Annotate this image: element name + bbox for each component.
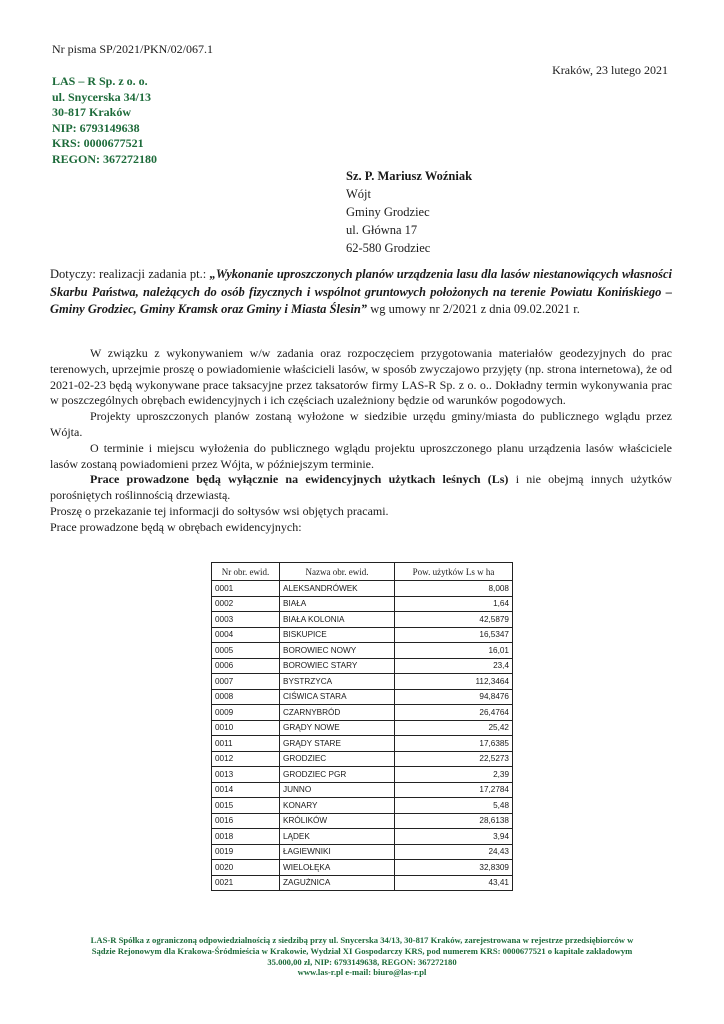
- district-number-cell: 0013: [212, 767, 280, 783]
- district-name-cell: BOROWIEC STARY: [280, 658, 395, 674]
- forest-area-cell: 42,5879: [395, 612, 513, 628]
- table-row: [212, 813, 513, 829]
- subject-prefix: Dotyczy: realizacji zadania pt.:: [50, 267, 210, 281]
- sender-name: LAS – R Sp. z o. o.: [52, 74, 148, 88]
- forest-area-cell: 17,6385: [395, 736, 513, 752]
- table-row: [212, 705, 513, 721]
- forest-area-cell: 17,2784: [395, 782, 513, 798]
- forest-area-cell: 25,42: [395, 720, 513, 736]
- district-number-cell: 0006: [212, 658, 280, 674]
- footer-contact: [40, 967, 684, 978]
- forest-area-cell: 23,4: [395, 658, 513, 674]
- table-row: [212, 782, 513, 798]
- letter-body: [50, 346, 672, 536]
- district-name-cell: BYSTRZYCA: [280, 674, 395, 690]
- footer-line-2: Sądzie Rejonowym dla Krakowa-Śródmieścia w Krakowie, Wydział XI Gospodarczy KRS, pod numerem KRS: 0000677521 o kapitale zakładowym: [91, 945, 633, 956]
- table-row: [212, 829, 513, 845]
- district-number-cell: 0005: [212, 643, 280, 659]
- table-row: [212, 720, 513, 736]
- district-name-cell: CZARNYBRÓD: [280, 705, 395, 721]
- district-name-cell: KRÓLIKÓW: [280, 813, 395, 829]
- forest-area-cell: 24,43: [395, 844, 513, 860]
- district-number-cell: 0001: [212, 581, 280, 597]
- table-row: [212, 643, 513, 659]
- district-number-cell: 0021: [212, 875, 280, 891]
- subject-task-title: „Wykonanie uproszczonych planów urządzenia lasu dla lasów niestanowiących własności Skarbu Państwa, należących do osób fizycznych i wspólnot gruntowych położonych na terenie Powiatu Konińskiego – Gminy Grodziec, Gminy Kramsk oraz Gminy i Miasta Ślesin”: [50, 267, 672, 316]
- district-number-cell: 0011: [212, 736, 280, 752]
- forest-area-cell: 22,5273: [395, 751, 513, 767]
- district-name-cell: BIAŁA KOLONIA: [280, 612, 395, 628]
- sender-city: 30-817 Kraków: [52, 105, 131, 119]
- subject-line: [50, 266, 672, 319]
- recipient-office: Gminy Grodziec: [346, 205, 430, 219]
- body-paragraph-6: Prace prowadzone będą w obrębach ewidencyjnych:: [50, 519, 302, 534]
- table-body: [212, 581, 513, 891]
- forest-area-cell: 112,3464: [395, 674, 513, 690]
- table-row: [212, 875, 513, 891]
- table-row: [212, 581, 513, 597]
- district-name-cell: BIAŁA: [280, 596, 395, 612]
- district-name-cell: JUNNO: [280, 782, 395, 798]
- footer-email-link[interactable]: biuro@las-r.pl: [373, 967, 427, 978]
- sender-regon: REGON: 367272180: [52, 151, 157, 166]
- forest-area-cell: 94,8476: [395, 689, 513, 705]
- forest-area-cell: 16,01: [395, 643, 513, 659]
- sender-block: [52, 74, 157, 167]
- footer-email-label: e-mail:: [343, 967, 374, 978]
- district-number-cell: 0004: [212, 627, 280, 643]
- forest-area-cell: 1,64: [395, 596, 513, 612]
- footer-website[interactable]: www.las-r.pl: [297, 967, 344, 978]
- district-name-cell: WIELOŁĘKA: [280, 860, 395, 876]
- footer-line-3: 35.000,00 zł, NIP: 6793149638, REGON: 367272180: [267, 956, 457, 967]
- district-number-cell: 0007: [212, 674, 280, 690]
- subject-suffix: wg umowy nr 2/2021 z dnia 09.02.2021 r.: [367, 302, 580, 316]
- forest-area-cell: 3,94: [395, 829, 513, 845]
- header-forest-area: Pow. użytków Ls w ha: [395, 563, 513, 581]
- table-row: [212, 751, 513, 767]
- table-row: [212, 627, 513, 643]
- sender-street: ul. Snycerska 34/13: [52, 89, 152, 104]
- recipient-title: Wójt: [346, 187, 371, 201]
- company-footer: [40, 935, 684, 978]
- district-number-cell: 0020: [212, 860, 280, 876]
- district-number-cell: 0002: [212, 596, 280, 612]
- body-paragraph-4: [50, 472, 672, 504]
- district-name-cell: GRODZIEC PGR: [280, 767, 395, 783]
- district-number-cell: 0019: [212, 844, 280, 860]
- forest-area-cell: 16,5347: [395, 627, 513, 643]
- district-number-cell: 0018: [212, 829, 280, 845]
- table-row: [212, 798, 513, 814]
- cadastral-districts-table: [211, 562, 513, 891]
- forest-area-cell: 28,6138: [395, 813, 513, 829]
- district-name-cell: ALEKSANDRÓWEK: [280, 581, 395, 597]
- recipient-city: 62-580 Grodziec: [346, 241, 431, 255]
- forest-area-cell: 2,39: [395, 767, 513, 783]
- district-name-cell: GRĄDY STARE: [280, 736, 395, 752]
- district-name-cell: ZAGUŻNICA: [280, 875, 395, 891]
- table-row: [212, 658, 513, 674]
- district-name-cell: GRODZIEC: [280, 751, 395, 767]
- district-name-cell: ŁAGIEWNIKI: [280, 844, 395, 860]
- district-number-cell: 0009: [212, 705, 280, 721]
- header-district-name: Nazwa obr. ewid.: [280, 563, 395, 581]
- district-name-cell: GRĄDY NOWE: [280, 720, 395, 736]
- district-number-cell: 0016: [212, 813, 280, 829]
- district-number-cell: 0012: [212, 751, 280, 767]
- recipient-name: Sz. P. Mariusz Woźniak: [346, 169, 473, 183]
- recipient-block: [346, 167, 472, 257]
- district-number-cell: 0010: [212, 720, 280, 736]
- table-row: [212, 689, 513, 705]
- header-district-number: Nr obr. ewid.: [212, 563, 280, 581]
- district-number-cell: 0003: [212, 612, 280, 628]
- district-name-cell: KONARY: [280, 798, 395, 814]
- body-paragraph-5: Proszę o przekazanie tej informacji do sołtysów wsi objętych pracami.: [50, 503, 389, 518]
- forest-area-cell: 8,008: [395, 581, 513, 597]
- sender-krs: KRS: 0000677521: [52, 136, 144, 150]
- table-header-row: [212, 563, 513, 581]
- district-name-cell: BOROWIEC NOWY: [280, 643, 395, 659]
- table-row: [212, 736, 513, 752]
- body-paragraph-4-rest: i nie obejmą innych użytków porośniętych roślinnością drzewiastą.: [50, 472, 672, 503]
- table-row: [212, 612, 513, 628]
- forest-area-cell: 26,4764: [395, 705, 513, 721]
- body-paragraph-2: Projekty uproszczonych planów zostaną wyłożone w siedzibie urzędu gminy/miasta do publicznego wglądu przez Wójta.: [50, 409, 672, 439]
- footer-line-1: LAS-R Spółka z ograniczoną odpowiedzialnością z siedzibą przy ul. Snycerska 34/13, 30-817 Kraków, zarejestrowana w rejestrze przedsiębiorców w: [90, 935, 634, 945]
- forest-area-cell: 32,8309: [395, 860, 513, 876]
- body-paragraph-4-bold: Prace prowadzone będą wyłącznie na ewidencyjnych użytkach leśnych (Ls): [90, 472, 509, 487]
- forest-area-cell: 43,41: [395, 875, 513, 891]
- district-number-cell: 0015: [212, 798, 280, 814]
- recipient-street: ul. Główna 17: [346, 223, 418, 237]
- letter-reference-number: Nr pisma SP/2021/PKN/02/067.1: [52, 42, 214, 56]
- forest-area-cell: 5,48: [395, 798, 513, 814]
- district-number-cell: 0014: [212, 782, 280, 798]
- body-paragraph-1: W związku z wykonywaniem w/w zadania oraz rozpoczęciem przygotowania materiałów geodezyjnych do prac terenowych, uprzejmie proszę o powiadomienie właścicieli lasów, w sposób zwyczajowo przyjęty (np. strona internetowa), że od 2021-02-23 będą wykonywane prace taksacyjne przez taksatorów firmy LAS-R Sp. z o. o.. Dokładny termin wykonywania prac w poszczególnych obrębach ewidencyjnych i ich częściach uzależniony będzie od warunków pogodowych.: [50, 346, 672, 408]
- table-row: [212, 860, 513, 876]
- district-name-cell: BISKUPICE: [280, 627, 395, 643]
- table-row: [212, 596, 513, 612]
- district-number-cell: 0008: [212, 689, 280, 705]
- district-name-cell: LĄDEK: [280, 829, 395, 845]
- table-row: [212, 767, 513, 783]
- table-row: [212, 674, 513, 690]
- table-row: [212, 844, 513, 860]
- letter-date: Kraków, 23 lutego 2021: [552, 63, 668, 77]
- body-paragraph-3: O terminie i miejscu wyłożenia do publicznego wglądu projektu uproszczonego planu urządzenia lasów właściciele lasów zostaną powiadomieni przez Wójta, w późniejszym terminie.: [50, 440, 672, 471]
- district-name-cell: CIŚWICA STARA: [280, 689, 395, 705]
- sender-nip: NIP: 6793149638: [52, 120, 140, 135]
